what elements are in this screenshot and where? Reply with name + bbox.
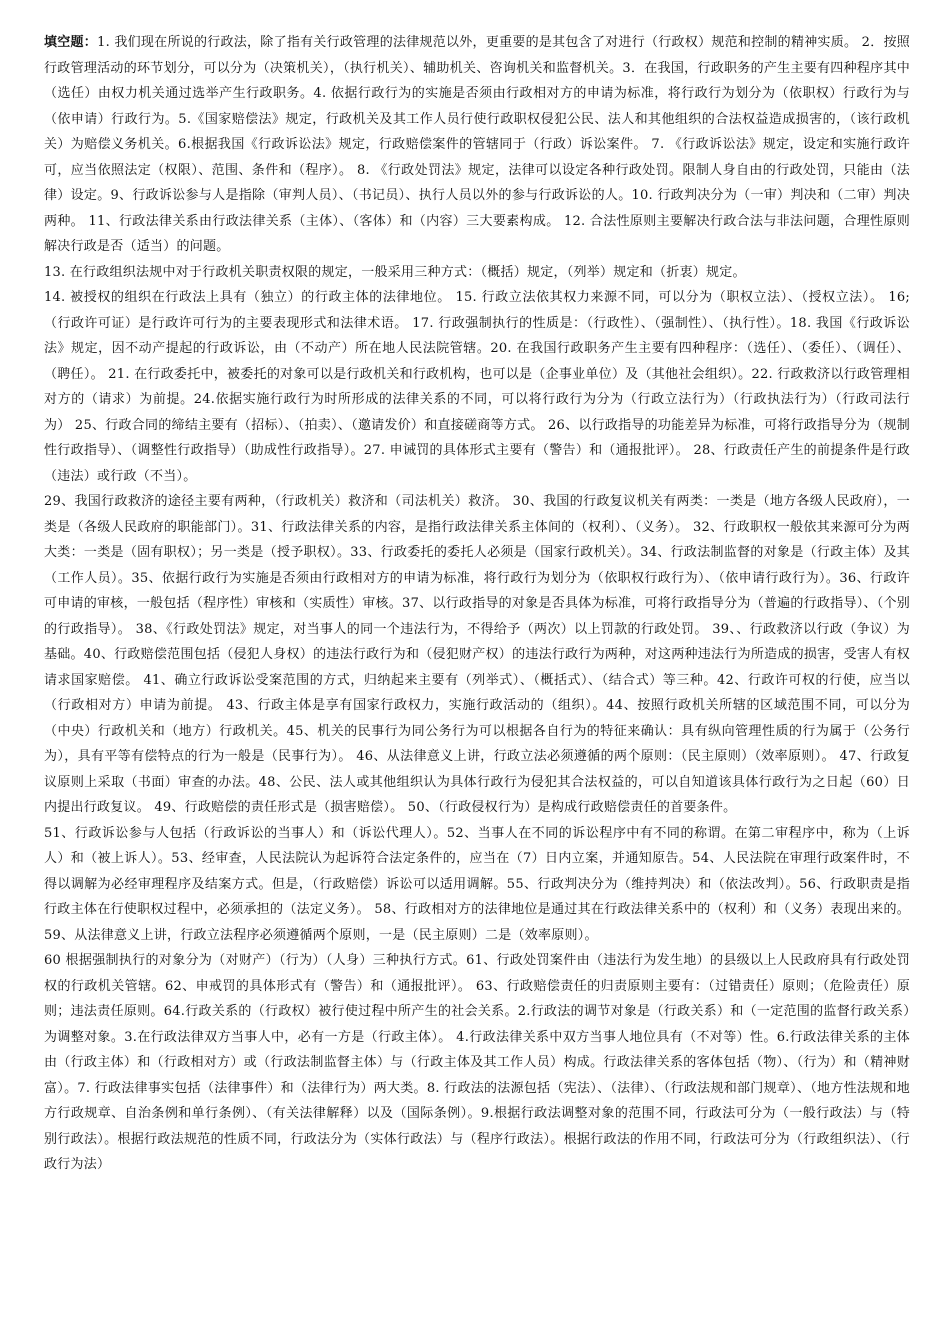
paragraph-4: 29、我国行政救济的途径主要有两种，（行政机关）救济和（司法机关）救济。 30、我国的行政复议机关有两类：一类是（地方各级人民政府），一类是（各级人民政府的职能部门）。31、行政法律关系的内容，是指行政法律关系主体间的（权利）、（义务）。 32、行政职权一般依其来源可分为两大类：一类是（固有职权）；另一类是（授予职权）。33、行政委托的委托人必须是（国家行政机关）。34、行政法制监督的对象是（行政主体）及其（工作人员）。35、依据行政行为实施是否须由行政相对方的申请为标准，将行政行为划分为（依职权行政行为）、（依申请行政行为）。36、行政许可申请的审核，一般包括（程序性）审核和（实质性）审核。37、以行政指导的对象是否具体为标准，可将行政指导分为（普遍的行政指导）、（个别的行政指导）。 38、《行政处罚法》规定，对当事人的同一个违法行为，不得给予（两次）以上罚款的行政处罚。 39、、行政救济以行政（争议）为基础。40、行政赔偿范围包括（侵犯人身权）的违法行政行为和（侵犯财产权）的违法行政行为两种，对这两种违法行为所造成的损害，受害人有权请求国家赔偿。 41、确立行政诉讼受案范围的方式，归纳起来主要有（列举式）、（概括式）、（结合式）等三种。42、行政许可权的行使，应当以（行政相对方）申请为前提。 43、行政主体是享有国家行政权力，实施行政活动的（组织）。44、按照行政机关所辖的区域范围不同，可以分为（中央）行政机关和（地方）行政机关。45、机关的民事行为同公务行为可以根据各自行为的特征来确认：具有纵向管理性质的行为属于（公务行为），具有平等有偿特点的行为一般是（民事行为）。 46、从法律意义上讲，行政立法必须遵循的两个原则：（民主原则）（效率原则）。 47、行政复议原则上采取（书面）审查的办法。48、公民、法人或其他组织认为具体行政行为侵犯其合法权益的，可以自知道该具体行政行为之日起（60）日内提出行政复议。 49、行政赔偿的责任形式是（损害赔偿）。 50、（行政侵权行为）是构成行政赔偿责任的首要条件。 [44,494,910,815]
paragraph-text: 1. 我们现在所说的行政法，除了指有关行政管理的法律规范以外，更重要的是其包含了对进行（行政权）规范和控制的精神实质。 2．按照行政管理活动的环节划分，可以分为（决策机关），（执行机关）、辅助机关、咨询机关和监督机关。3．在我国，行政职务的产生主要有四种程序其中（选任）由权力机关通过选举产生行政职务。4. 依据行政行为的实施是否须由行政相对方的申请为标准，将行政行为划分为（依职权）行政行为与（依申请）行政行为。5.《国家赔偿法》规定，行政机关及其工作人员行使行政职权侵犯公民、法人和其他组织的合法权益造成损害的，（该行政机关）为赔偿义务机关。6.根据我国《行政诉讼法》规定，行政赔偿案件的管辖同于（行政）诉讼案件。 7. 《行政诉讼法》规定，设定和实施行政许可，应当依照法定（权限）、范围、条件和（程序）。 8. 《行政处罚法》规定，法律可以设定各种行政处罚。限制人身自由的行政处罚，只能由（法律）设定。9、行政诉讼参与人是指除（审判人员）、（书记员）、执行人员以外的参与行政诉讼的人。10. 行政判决分为（一审）判决和（二审）判决两种。 11、行政法律关系由行政法律关系（主体）、（客体）和（内容）三大要素构成。 12. 合法性原则主要解决行政合法与非法问题，合理性原则解决行政是否（适当）的问题。 [44,35,910,254]
paragraph-1 [44,30,910,260]
paragraph-6: 60 根据强制执行的对象分为（对财产）（行为）（人身）三种执行方式。61、行政处罚案件由（违法行为发生地）的县级以上人民政府具有行政处罚权的行政机关管辖。62、申戒罚的具体形式有（警告）和（通报批评）。 63、行政赔偿责任的归责原则主要有：（过错责任）原则；（危险责任）原则；违法责任原则。64.行政关系的（行政权）被行使过程中所产生的社会关系。2.行政法的调节对象是（行政关系）和（一定范围的监督行政关系）为调整对象。3.在行政法律双方当事人中，必有一方是（行政主体）。 4.行政法律关系中双方当事人地位具有（不对等）性。6.行政法律关系的主体由（行政主体）和（行政相对方）或（行政法制监督主体）与（行政主体及其工作人员）构成。行政法律关系的客体包括（物）、（行为）和（精神财富）。7. 行政法律事实包括（法律事件）和（法律行为）两大类。8. 行政法的法源包括（宪法）、（法律）、（行政法规和部门规章）、（地方性法规和地方行政规章、自治条例和单行条例）、（有关法律解释）以及（国际条例）。9.根据行政法调整对象的范围不同，行政法可分为（一般行政法）与（特别行政法）。根据行政法规范的性质不同，行政法分为（实体行政法）与（程序行政法）。根据行政法的作用不同，行政法可分为（行政组织法）、（行政行为法） [44,953,910,1172]
paragraph-5: 51、行政诉讼参与人包括（行政诉讼的当事人）和（诉讼代理人）。52、当事人在不同的诉讼程序中有不同的称谓。在第二审程序中，称为（上诉人）和（被上诉人）。53、经审查，人民法院认为起诉符合法定条件的，应当在（7）日内立案，并通知原告。54、人民法院在审理行政案件时，不得以调解为必经审理程序及结案方式。但是，（行政赔偿）诉讼可以适用调解。55、行政判决分为（维持判决）和（依法改判）。56、行政职责是指行政主体在行使职权过程中，必须承担的（法定义务）。 58、行政相对方的法律地位是通过其在行政法律关系中的（权利）和（义务）表现出来的。59、从法律意义上讲，行政立法程序必须遵循两个原则，一是（民主原则）二是（效率原则）。 [44,825,910,943]
section-label: 填空题： [44,35,98,50]
paragraph-3: 14. 被授权的组织在行政法上具有（独立）的行政主体的法律地位。 15. 行政立法依其权力来源不同，可以分为（职权立法）、（授权立法）。 16;（行政许可证）是行政许可行为的主要表现形式和法律术语。 17. 行政强制执行的性质是：（行政性）、（强制性）、（执行性）。18. 我国《行政诉讼法》规定，因不动产提起的行政诉讼，由（不动产）所在地人民法院管辖。20. 在我国行政职务产生主要有四种程序：（选任）、（委任）、（调任）、（聘任）。 21. 在行政委托中，被委托的对象可以是行政机关和行政机构，也可以是（企事业单位）及（其他社会组织）。22. 行政救济以行政管理相对方的（请求）为前提。24.依据实施行政行为时所形成的法律关系的不同，可以将行政行为分为（行政立法行为）（行政执法行为）（行政司法行为） 25、行政合同的缔结主要有（招标）、（拍卖）、（邀请发价）和直接磋商等方式。 26、以行政指导的功能差异为标准，可将行政指导分为（规制性行政指导）、（调整性行政指导）（助成性行政指导）。27. 申诫罚的具体形式主要有（警告）和（通报批评）。 28、行政责任产生的前提条件是行政（违法）或行政（不当）。 [44,290,910,484]
document-page [44,30,910,1178]
paragraph-2: 13. 在行政组织法规中对于行政机关职责权限的规定，一般采用三种方式：（概括）规定，（列举）规定和（折衷）规定。 [44,264,746,280]
